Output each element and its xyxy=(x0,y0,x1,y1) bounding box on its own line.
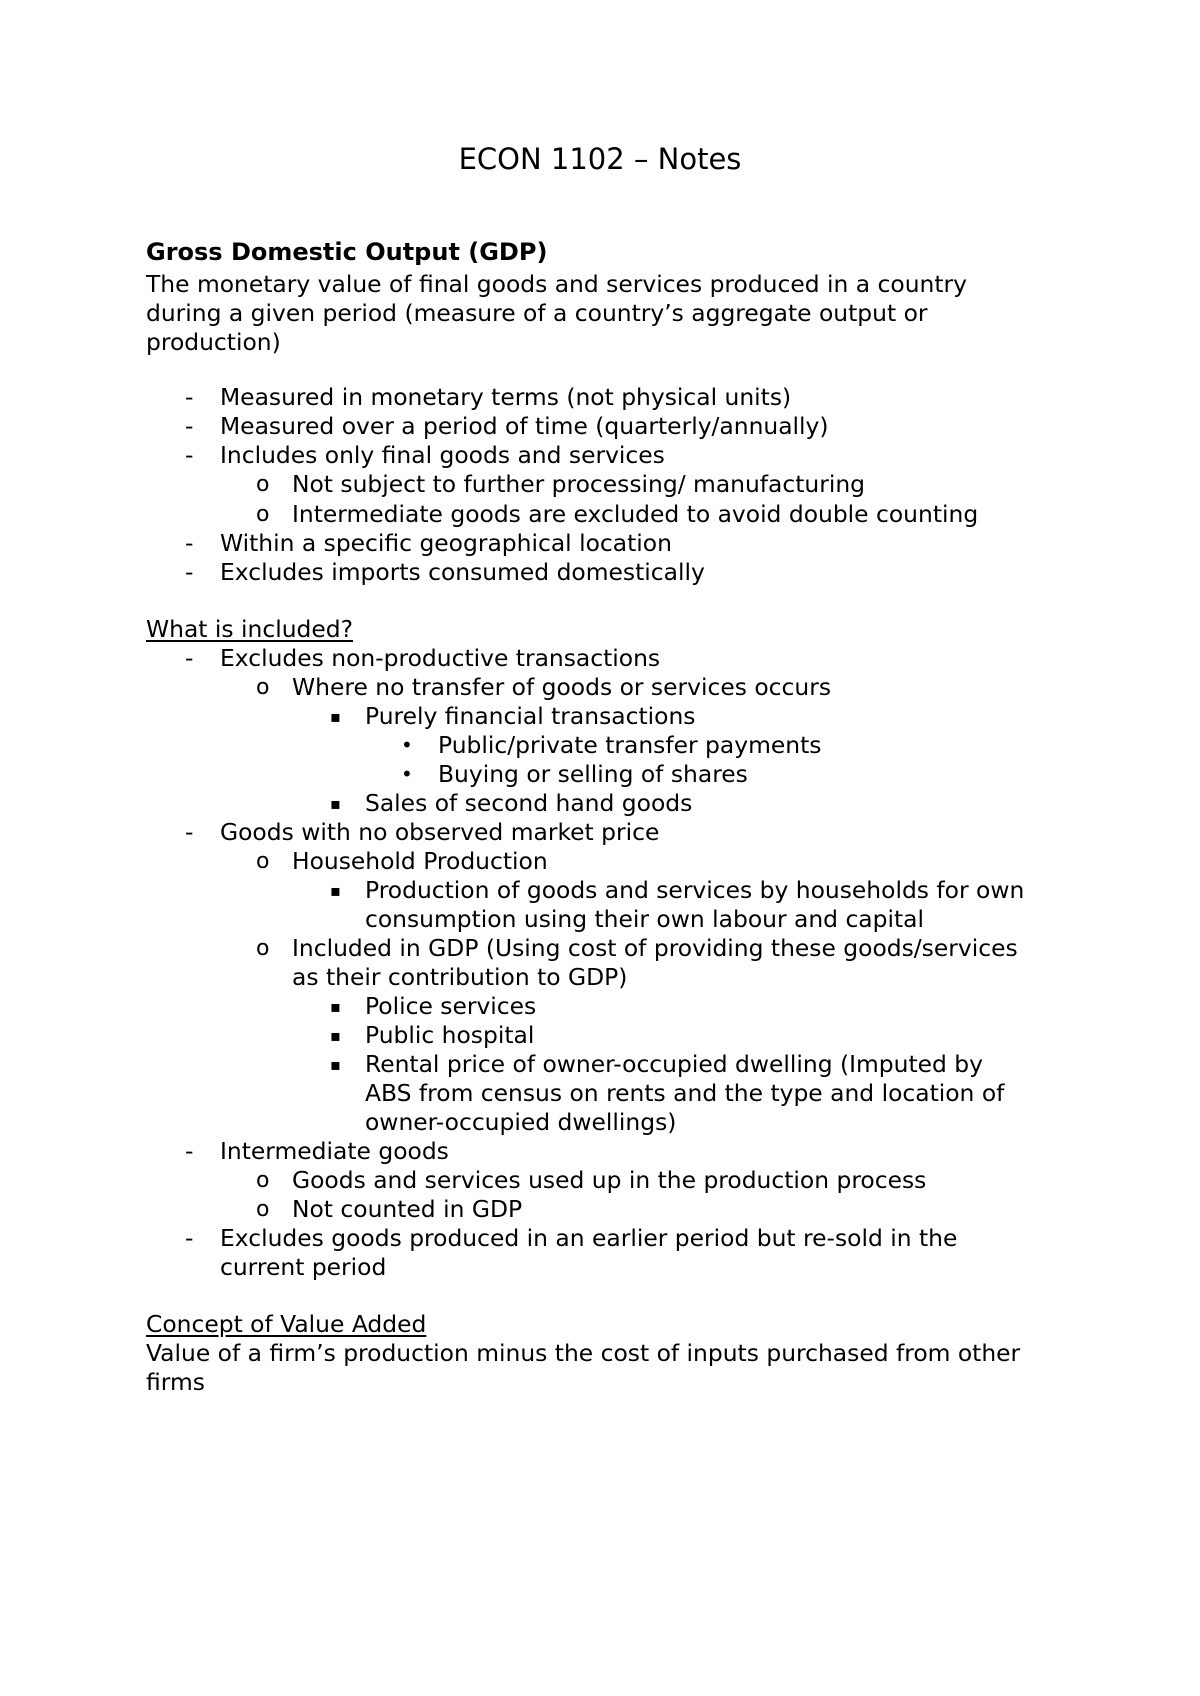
value-added-text-line: firms xyxy=(146,1368,205,1396)
circle-bullet-icon: o xyxy=(256,1197,270,1222)
square-bullet-icon: ▪ xyxy=(330,707,341,726)
list-item: Buying or selling of shares xyxy=(438,760,748,788)
list-item: Public hospital xyxy=(365,1021,535,1049)
list-item-continuation: as their contribution to GDP) xyxy=(292,963,628,991)
circle-bullet-icon: o xyxy=(256,502,270,527)
circle-bullet-icon: o xyxy=(256,472,270,497)
list-item-continuation: current period xyxy=(220,1253,387,1281)
list-item: Public/private transfer payments xyxy=(438,731,822,759)
value-added-text-line: Value of a firm’s production minus the cost of inputs purchased from other xyxy=(146,1339,1021,1367)
list-item: Intermediate goods xyxy=(220,1137,449,1165)
list-item: Goods with no observed market price xyxy=(220,818,660,846)
dash-bullet-icon: - xyxy=(185,529,194,557)
list-item-continuation: ABS from census on rents and the type and location of xyxy=(365,1079,1005,1107)
list-item: Excludes non-productive transactions xyxy=(220,644,661,672)
square-bullet-icon: ▪ xyxy=(330,997,341,1016)
gdp-definition-line: The monetary value of final goods and services produced in a country xyxy=(146,270,968,298)
list-item: Household Production xyxy=(292,847,548,875)
list-item: Within a specific geographical location xyxy=(220,529,672,557)
square-bullet-icon: ▪ xyxy=(330,1055,341,1074)
circle-bullet-icon: o xyxy=(256,936,270,961)
list-item-continuation: owner-occupied dwellings) xyxy=(365,1108,677,1136)
list-item: Included in GDP (Using cost of providing these goods/services xyxy=(292,934,1018,962)
list-item: Excludes goods produced in an earlier period but re-sold in the xyxy=(220,1224,958,1252)
square-bullet-icon: ▪ xyxy=(330,1026,341,1045)
list-item: Measured in monetary terms (not physical units) xyxy=(220,383,792,411)
dash-bullet-icon: - xyxy=(185,383,194,411)
circle-bullet-icon: o xyxy=(256,1168,270,1193)
list-item: Intermediate goods are excluded to avoid double counting xyxy=(292,500,979,528)
list-item: Not subject to further processing/ manufacturing xyxy=(292,470,866,498)
dash-bullet-icon: - xyxy=(185,441,194,469)
included-heading: What is included? xyxy=(146,615,354,643)
round-bullet-icon: • xyxy=(401,733,413,757)
round-bullet-icon: • xyxy=(401,762,413,786)
gdp-heading: Gross Domestic Output (GDP) xyxy=(146,238,548,266)
list-item: Sales of second hand goods xyxy=(365,789,693,817)
dash-bullet-icon: - xyxy=(185,644,194,672)
list-item: Measured over a period of time (quarterly/annually) xyxy=(220,412,829,440)
list-item: Purely financial transactions xyxy=(365,702,696,730)
list-item: Includes only final goods and services xyxy=(220,441,665,469)
circle-bullet-icon: o xyxy=(256,675,270,700)
value-added-heading: Concept of Value Added xyxy=(146,1310,427,1338)
list-item-continuation: consumption using their own labour and capital xyxy=(365,905,924,933)
circle-bullet-icon: o xyxy=(256,849,270,874)
square-bullet-icon: ▪ xyxy=(330,794,341,813)
list-item: Not counted in GDP xyxy=(292,1195,523,1223)
dash-bullet-icon: - xyxy=(185,1137,194,1165)
list-item: Goods and services used up in the production process xyxy=(292,1166,927,1194)
gdp-definition-line: during a given period (measure of a country’s aggregate output or xyxy=(146,299,928,327)
square-bullet-icon: ▪ xyxy=(330,881,341,900)
list-item: Excludes imports consumed domestically xyxy=(220,558,705,586)
document-title: ECON 1102 – Notes xyxy=(458,142,742,176)
dash-bullet-icon: - xyxy=(185,818,194,846)
list-item: Police services xyxy=(365,992,537,1020)
dash-bullet-icon: - xyxy=(185,558,194,586)
gdp-definition-line: production) xyxy=(146,328,281,356)
dash-bullet-icon: - xyxy=(185,412,194,440)
list-item: Rental price of owner-occupied dwelling (Imputed by xyxy=(365,1050,984,1078)
dash-bullet-icon: - xyxy=(185,1224,194,1252)
list-item: Production of goods and services by households for own xyxy=(365,876,1025,904)
list-item: Where no transfer of goods or services occurs xyxy=(292,673,832,701)
